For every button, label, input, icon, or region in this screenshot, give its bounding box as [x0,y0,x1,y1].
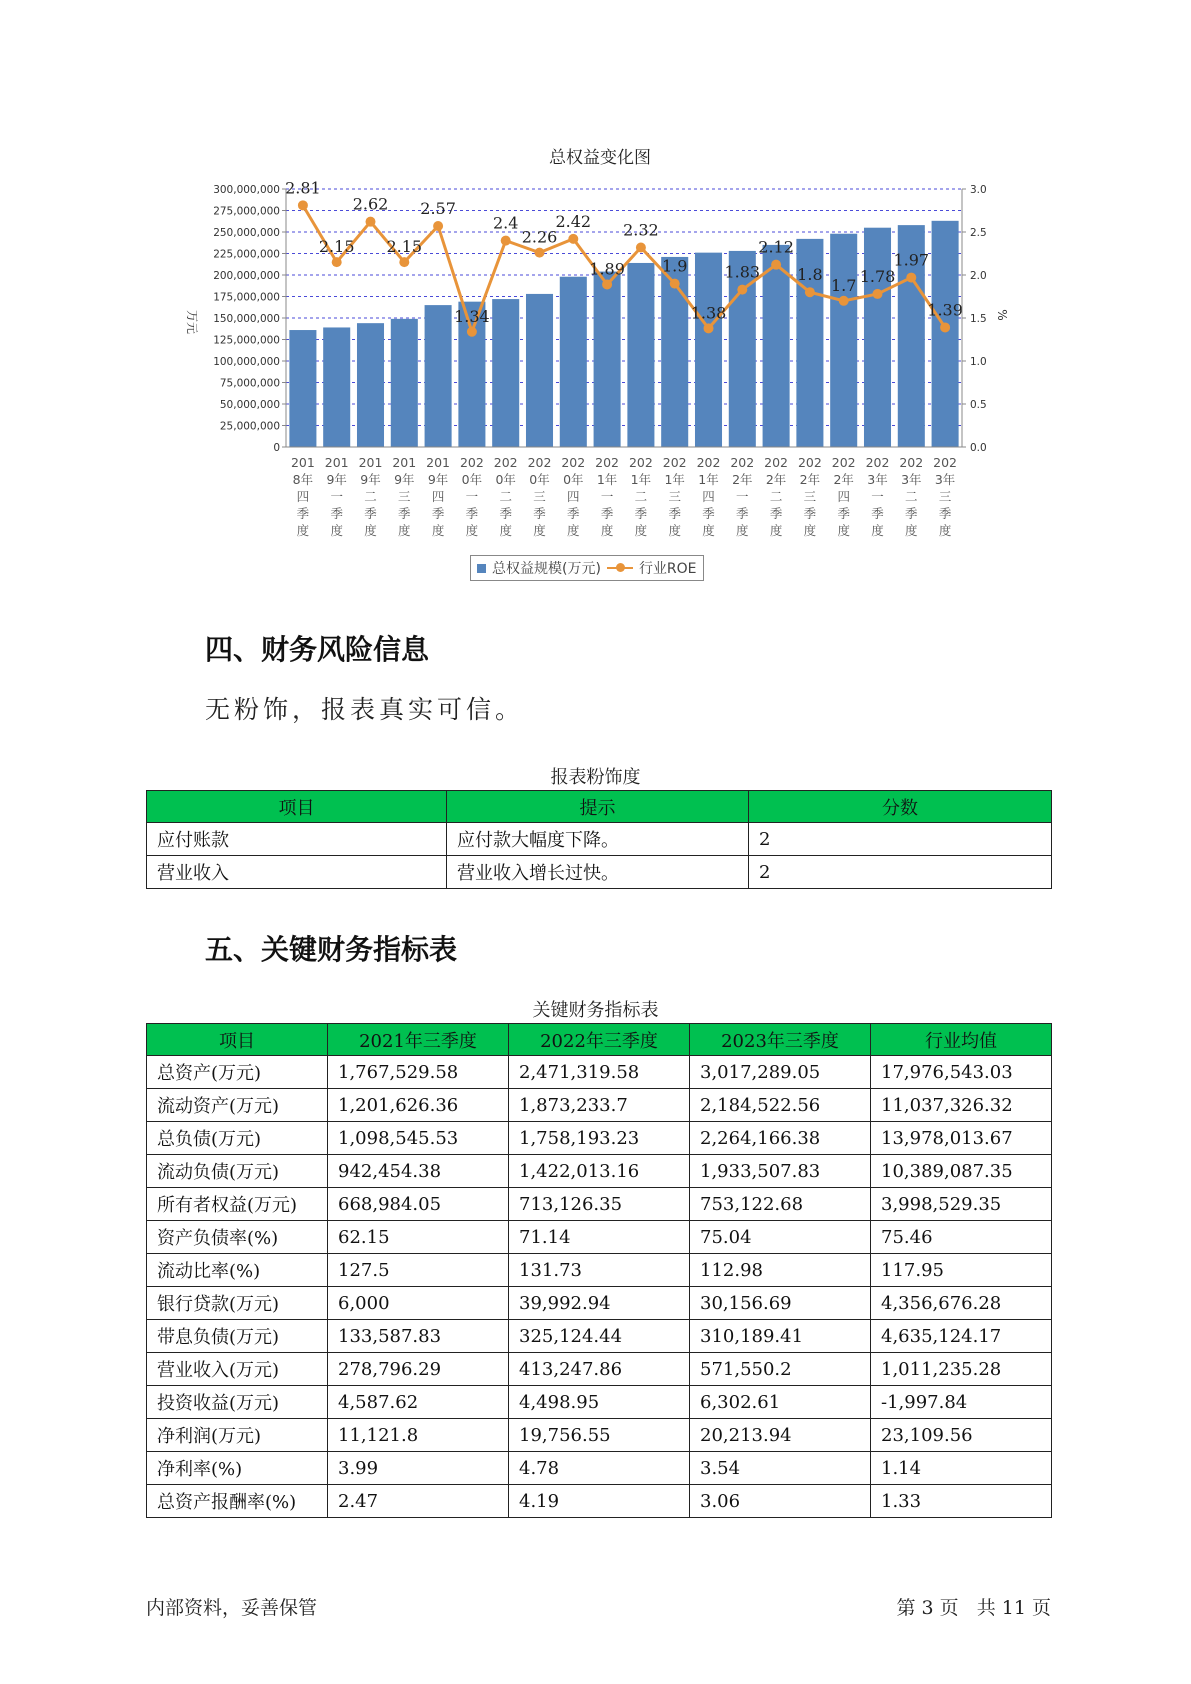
x-tick-label: 202 1年二季度 [628,455,653,538]
page-number: 第 3 页 共 11 页 [896,1597,1051,1619]
kpi-header-2022q3: 2022年三季度 [509,1024,690,1056]
table-row [147,1419,1052,1452]
table-cell: 11,037,326.32 [871,1089,1052,1122]
bar [560,277,587,447]
x-tick-label: 201 9年一季度 [324,455,349,538]
roe-point [399,257,409,267]
roe-data-label: 1.9 [661,256,688,276]
bar [289,330,316,447]
x-tick-label: 201 9年三季度 [392,455,417,538]
table-cell: -1,997.84 [871,1386,1052,1419]
table-cell: 310,189.41 [690,1320,871,1353]
y2-axis-label: % [995,309,1009,321]
roe-point [670,279,680,289]
kpi-table-header [147,1024,1052,1056]
y2-tick-label: 0.0 [970,442,987,454]
table-cell: 2,264,166.38 [690,1122,871,1155]
risk-table-caption: 报表粉饰度 [550,767,641,788]
table-cell: 净利润(万元) [147,1419,328,1452]
table-cell: 2,471,319.58 [509,1056,690,1089]
table-cell: 4.78 [509,1452,690,1485]
x-tick-label: 202 1年四季度 [696,455,721,538]
table-row [147,1287,1052,1320]
roe-data-label: 1.34 [454,306,490,326]
roe-data-label: 2.62 [352,194,389,214]
table-cell: 4,587.62 [328,1386,509,1419]
table-cell: 10,389,087.35 [871,1155,1052,1188]
table-cell: 1,873,233.7 [509,1089,690,1122]
y-tick-label: 300,000,000 [213,184,280,196]
y-tick-label: 175,000,000 [213,291,280,304]
roe-point [771,260,781,270]
table-cell: 2.47 [328,1485,509,1518]
table-cell: 325,124.44 [509,1320,690,1353]
roe-point [805,287,815,297]
table-cell: 2 [749,856,1052,889]
roe-data-label: 1.83 [724,262,761,282]
bar [425,305,452,447]
x-tick-label: 202 0年一季度 [459,455,484,538]
y2-tick-label: 3.0 [970,184,987,196]
roe-point [602,279,612,289]
table-cell: 62.15 [328,1221,509,1254]
y2-tick-label: 2.0 [970,270,987,282]
y2-tick-label: 0.5 [970,399,987,411]
roe-point [332,257,342,267]
section4-heading: 四、财务风险信息 [205,633,430,666]
table-cell: 713,126.35 [509,1188,690,1221]
y2-tick-label: 2.5 [970,227,987,239]
table-cell: 1,011,235.28 [871,1353,1052,1386]
table-cell: 71.14 [509,1221,690,1254]
bar [864,228,891,447]
x-tick-label: 202 1年三季度 [662,455,687,538]
x-tick-label: 202 2年三季度 [797,455,822,538]
roe-point [906,273,916,283]
footer-note: 内部资料，妥善保管 [146,1597,318,1619]
roe-data-label: 1.97 [893,250,930,270]
table-cell: 营业收入增长过快。 [447,856,749,889]
risk-header-score: 分数 [749,791,1052,823]
table-cell: 银行贷款(万元) [147,1287,328,1320]
roe-data-label: 1.78 [859,266,896,286]
table-cell: 所有者权益(万元) [147,1188,328,1221]
table-cell: 20,213.94 [690,1419,871,1452]
roe-point [839,296,849,306]
table-row [147,1485,1052,1518]
chart-title: 总权益变化图 [549,148,651,168]
x-tick-label: 202 3年二季度 [899,455,924,538]
bar [391,319,418,447]
table-cell: 1,758,193.23 [509,1122,690,1155]
table-cell: 应付账款 [147,823,447,856]
kpi-header-item: 项目 [147,1024,328,1056]
table-cell: 75.46 [871,1221,1052,1254]
roe-point [366,217,376,227]
x-tick-label: 202 0年三季度 [527,455,552,538]
kpi-table-caption: 关键财务指标表 [532,1000,659,1021]
table-cell: 117.95 [871,1254,1052,1287]
table-cell: 942,454.38 [328,1155,509,1188]
bar [492,299,519,447]
roe-data-label: 2.15 [386,237,423,257]
table-cell: 131.73 [509,1254,690,1287]
table-cell: 1,201,626.36 [328,1089,509,1122]
bar [763,245,790,447]
table-cell: 2,184,522.56 [690,1089,871,1122]
y-tick-label: 150,000,000 [213,313,280,325]
table-cell: 30,156.69 [690,1287,871,1320]
x-tick-label: 202 2年一季度 [730,455,755,538]
table-cell: 带息负债(万元) [147,1320,328,1353]
x-tick-label: 202 0年四季度 [561,455,586,538]
table-cell: 净利率(%) [147,1452,328,1485]
table-row [147,856,1052,889]
legend-bar-swatch [477,564,486,573]
table-cell: 278,796.29 [328,1353,509,1386]
bar [357,323,384,447]
x-tick-label: 202 2年四季度 [831,455,856,538]
table-cell: 112.98 [690,1254,871,1287]
table-cell: 1,098,545.53 [328,1122,509,1155]
table-cell: 1,767,529.58 [328,1056,509,1089]
bar [695,253,722,447]
x-tick-label: 202 3年一季度 [865,455,890,538]
table-cell: 75.04 [690,1221,871,1254]
roe-point [704,323,714,333]
table-cell: 753,122.68 [690,1188,871,1221]
table-cell: 3,017,289.05 [690,1056,871,1089]
roe-point [940,322,950,332]
table-cell: 2 [749,823,1052,856]
roe-point [467,327,477,337]
table-cell: 4,356,676.28 [871,1287,1052,1320]
roe-point [568,234,578,244]
roe-point [636,242,646,252]
table-cell: 11,121.8 [328,1419,509,1452]
table-cell: 133,587.83 [328,1320,509,1353]
roe-data-label: 2.57 [420,198,456,218]
table-cell: 17,976,543.03 [871,1056,1052,1089]
table-cell: 3,998,529.35 [871,1188,1052,1221]
bar [323,327,350,447]
x-tick-label: 201 8年四季度 [290,455,315,538]
roe-point [873,289,883,299]
bar [627,263,654,447]
table-cell: 流动负债(万元) [147,1155,328,1188]
roe-data-label: 1.39 [927,300,963,320]
y-tick-label: 50,000,000 [219,399,280,411]
legend-bar-label: 总权益规模(万元) [492,561,601,577]
y-tick-label: 200,000,000 [213,270,280,282]
risk-header-item: 项目 [147,791,447,823]
roe-point [433,221,443,231]
legend-line-label: 行业ROE [638,561,697,577]
table-cell: 资产负债率(%) [147,1221,328,1254]
roe-data-label: 1.8 [797,265,823,285]
table-cell: 668,984.05 [328,1188,509,1221]
kpi-table [146,1023,1052,1518]
table-cell: 1.14 [871,1452,1052,1485]
table-row [147,823,1052,856]
table-cell: 总资产(万元) [147,1056,328,1089]
kpi-header-industry-avg: 行业均值 [871,1024,1052,1056]
equity-chart [0,0,1191,600]
section4-text: 无粉饰，报表真实可信。 [205,695,525,724]
legend-line-swatch [607,567,633,569]
table-cell: 4.19 [509,1485,690,1518]
roe-data-label: 2.4 [492,213,519,233]
y-tick-label: 275,000,000 [213,205,280,218]
y-tick-label: 0 [273,442,280,454]
table-cell: 3.99 [328,1452,509,1485]
roe-point [737,285,747,295]
roe-point [501,236,511,246]
roe-data-label: 2.81 [285,178,321,198]
equity-chart-svg [0,0,1191,600]
y-tick-label: 250,000,000 [213,227,280,239]
table-row [147,1188,1052,1221]
bar [830,234,857,447]
table-cell: 总资产报酬率(%) [147,1485,328,1518]
table-cell: 营业收入 [147,856,447,889]
table-cell: 流动比率(%) [147,1254,328,1287]
x-tick-label: 201 9年四季度 [426,455,451,538]
table-cell: 1.33 [871,1485,1052,1518]
bar [594,272,621,447]
y2-tick-label: 1.0 [970,356,987,368]
table-row [147,1155,1052,1188]
table-cell: 1,933,507.83 [690,1155,871,1188]
table-cell: 6,000 [328,1287,509,1320]
table-row [147,1254,1052,1287]
roe-data-label: 2.15 [318,237,355,257]
table-row [147,1221,1052,1254]
y-tick-label: 125,000,000 [213,334,280,347]
x-tick-label: 202 2年二季度 [764,455,789,538]
table-cell: 3.06 [690,1485,871,1518]
roe-point [298,200,308,210]
table-cell: 4,498.95 [509,1386,690,1419]
chart-legend [470,555,704,581]
x-tick-label: 202 3年三季度 [933,455,958,538]
roe-data-label: 1.38 [690,303,727,323]
table-cell: 1,422,013.16 [509,1155,690,1188]
x-tick-label: 201 9年二季度 [358,455,383,538]
roe-data-label: 2.12 [758,237,794,257]
table-cell: 19,756.55 [509,1419,690,1452]
table-cell: 23,109.56 [871,1419,1052,1452]
y-tick-label: 75,000,000 [219,377,280,390]
table-row [147,1452,1052,1485]
roe-data-label: 2.42 [555,211,592,231]
y-axis-label: 万元 [185,309,199,335]
table-cell: 13,978,013.67 [871,1122,1052,1155]
section5-heading: 五、关键财务指标表 [205,933,458,966]
roe-data-label: 2.32 [623,220,659,240]
table-row [147,1353,1052,1386]
y-tick-label: 25,000,000 [219,420,280,433]
roe-data-label: 1.7 [830,275,857,295]
risk-table-header [147,791,1052,823]
table-cell: 6,302.61 [690,1386,871,1419]
table-row [147,1056,1052,1089]
bar [526,294,553,447]
table-cell: 127.5 [328,1254,509,1287]
x-tick-label: 202 0年二季度 [493,455,518,538]
kpi-header-2021q3: 2021年三季度 [328,1024,509,1056]
table-cell: 投资收益(万元) [147,1386,328,1419]
table-cell: 4,635,124.17 [871,1320,1052,1353]
table-cell: 总负债(万元) [147,1122,328,1155]
table-row [147,1089,1052,1122]
table-cell: 413,247.86 [509,1353,690,1386]
risk-table [146,790,1052,889]
table-cell: 39,992.94 [509,1287,690,1320]
x-tick-label: 202 1年一季度 [595,455,620,538]
roe-data-label: 2.26 [521,227,558,247]
table-row [147,1386,1052,1419]
table-cell: 流动资产(万元) [147,1089,328,1122]
y2-tick-label: 1.5 [970,313,987,325]
bar [932,221,959,447]
table-cell: 营业收入(万元) [147,1353,328,1386]
y-tick-label: 100,000,000 [213,356,280,368]
roe-data-label: 1.89 [589,259,625,279]
y-tick-label: 225,000,000 [213,248,280,261]
table-cell: 应付款大幅度下降。 [447,823,749,856]
table-row [147,1320,1052,1353]
risk-header-hint: 提示 [447,791,749,823]
table-row [147,1122,1052,1155]
table-cell: 571,550.2 [690,1353,871,1386]
kpi-header-2023q3: 2023年三季度 [690,1024,871,1056]
roe-point [535,248,545,258]
table-cell: 3.54 [690,1452,871,1485]
